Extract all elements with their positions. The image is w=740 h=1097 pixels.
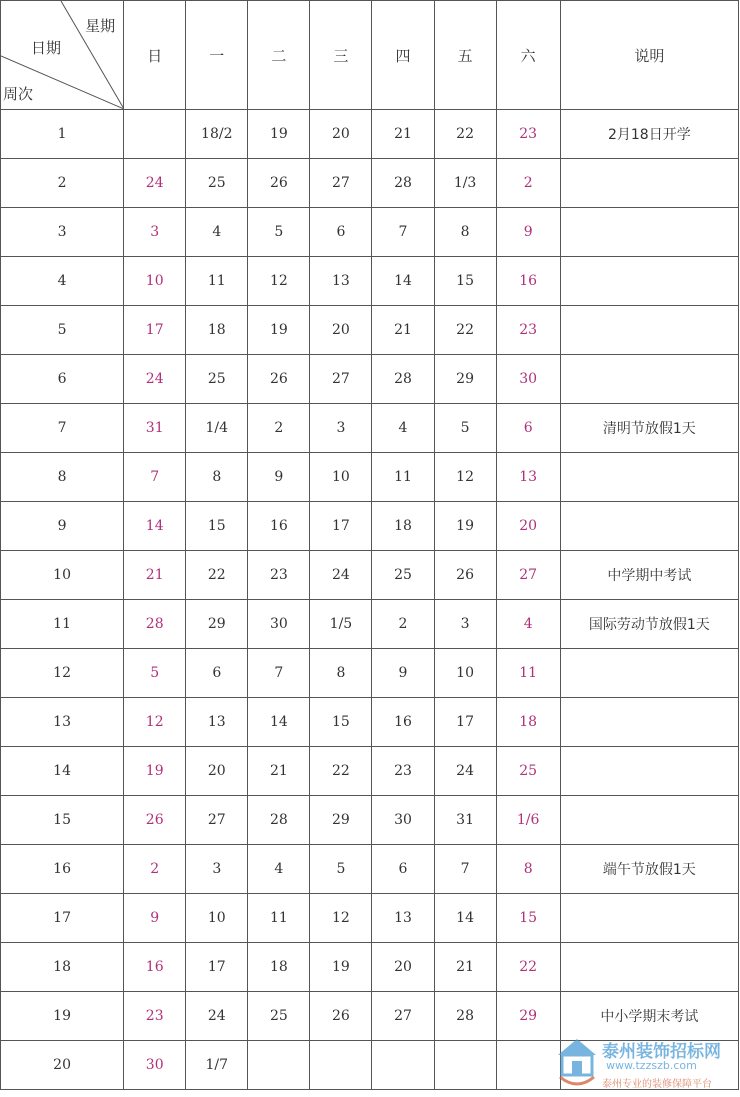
date-cell: 7 [248, 649, 310, 698]
date-cell: 2 [372, 600, 434, 649]
date-cell: 19 [434, 502, 496, 551]
note-cell [560, 159, 738, 208]
date-cell: 25 [248, 992, 310, 1041]
day-header-mon: 一 [186, 1, 248, 110]
date-cell: 28 [372, 159, 434, 208]
date-cell: 3 [434, 600, 496, 649]
date-cell: 19 [310, 943, 372, 992]
date-cell: 13 [310, 257, 372, 306]
date-cell: 9 [124, 894, 186, 943]
note-cell [560, 306, 738, 355]
house-logo-icon [556, 1037, 598, 1089]
date-cell: 28 [124, 600, 186, 649]
date-cell: 28 [434, 992, 496, 1041]
week-row [1, 845, 739, 894]
date-cell: 29 [186, 600, 248, 649]
date-cell: 3 [310, 404, 372, 453]
week-row [1, 992, 739, 1041]
date-cell: 24 [434, 747, 496, 796]
date-cell: 29 [434, 355, 496, 404]
date-cell: 12 [434, 453, 496, 502]
date-cell: 2 [248, 404, 310, 453]
date-cell: 24 [186, 992, 248, 1041]
date-cell: 18/2 [186, 110, 248, 159]
date-cell: 1/6 [496, 796, 560, 845]
notes-header: 说明 [560, 1, 738, 110]
note-cell [560, 698, 738, 747]
week-number-cell: 8 [1, 453, 124, 502]
week-row [1, 698, 739, 747]
date-cell: 17 [124, 306, 186, 355]
note-cell [560, 894, 738, 943]
week-row [1, 110, 739, 159]
date-cell: 6 [186, 649, 248, 698]
date-cell: 16 [372, 698, 434, 747]
date-cell: 19 [248, 306, 310, 355]
date-cell: 23 [372, 747, 434, 796]
date-cell: 30 [496, 355, 560, 404]
watermark [554, 1035, 734, 1093]
week-number-cell: 14 [1, 747, 124, 796]
date-cell: 23 [124, 992, 186, 1041]
date-cell: 25 [186, 355, 248, 404]
week-number-cell: 18 [1, 943, 124, 992]
date-cell: 5 [248, 208, 310, 257]
week-number-cell: 4 [1, 257, 124, 306]
week-row [1, 208, 739, 257]
date-cell: 22 [434, 110, 496, 159]
date-cell: 27 [310, 159, 372, 208]
date-cell: 14 [248, 698, 310, 747]
date-cell: 28 [248, 796, 310, 845]
date-cell: 24 [124, 355, 186, 404]
date-cell: 6 [310, 208, 372, 257]
date-cell: 21 [124, 551, 186, 600]
date-cell: 31 [124, 404, 186, 453]
date-cell: 5 [434, 404, 496, 453]
day-header-wed: 三 [310, 1, 372, 110]
date-cell: 26 [434, 551, 496, 600]
date-cell: 25 [496, 747, 560, 796]
date-cell: 24 [124, 159, 186, 208]
date-cell: 11 [248, 894, 310, 943]
note-cell [560, 649, 738, 698]
date-cell: 10 [310, 453, 372, 502]
date-cell: 20 [496, 502, 560, 551]
week-row [1, 257, 739, 306]
week-number-cell: 11 [1, 600, 124, 649]
date-cell: 23 [248, 551, 310, 600]
note-cell: 国际劳动节放假1天 [560, 600, 738, 649]
date-cell: 22 [434, 306, 496, 355]
week-row [1, 943, 739, 992]
week-number-cell: 1 [1, 110, 124, 159]
date-cell: 2 [496, 159, 560, 208]
week-number-cell: 20 [1, 1041, 124, 1090]
day-header-sat: 六 [496, 1, 560, 110]
date-cell: 15 [310, 698, 372, 747]
note-cell [560, 502, 738, 551]
week-row [1, 355, 739, 404]
date-cell: 31 [434, 796, 496, 845]
date-cell: 18 [248, 943, 310, 992]
date-cell: 9 [248, 453, 310, 502]
date-cell: 30 [248, 600, 310, 649]
date-cell: 14 [434, 894, 496, 943]
date-cell: 15 [496, 894, 560, 943]
date-cell: 22 [310, 747, 372, 796]
note-cell [560, 208, 738, 257]
date-cell: 12 [248, 257, 310, 306]
date-cell: 18 [372, 502, 434, 551]
date-cell: 5 [124, 649, 186, 698]
date-cell: 3 [124, 208, 186, 257]
date-cell: 20 [310, 306, 372, 355]
day-header-fri: 五 [434, 1, 496, 110]
date-cell: 25 [186, 159, 248, 208]
date-cell: 5 [310, 845, 372, 894]
date-cell: 12 [124, 698, 186, 747]
date-cell: 10 [124, 257, 186, 306]
date-cell: 13 [496, 453, 560, 502]
note-cell [560, 257, 738, 306]
date-cell: 8 [496, 845, 560, 894]
date-cell: 27 [372, 992, 434, 1041]
date-cell: 16 [248, 502, 310, 551]
date-cell: 30 [372, 796, 434, 845]
date-cell: 28 [372, 355, 434, 404]
date-cell: 12 [310, 894, 372, 943]
date-cell: 7 [124, 453, 186, 502]
date-cell: 9 [372, 649, 434, 698]
week-number-cell: 13 [1, 698, 124, 747]
note-cell: 2月18日开学 [560, 110, 738, 159]
date-cell: 26 [310, 992, 372, 1041]
note-cell: 中学期中考试 [560, 551, 738, 600]
note-cell [560, 453, 738, 502]
date-cell: 20 [186, 747, 248, 796]
week-row [1, 453, 739, 502]
date-cell [434, 1041, 496, 1090]
week-number-cell: 16 [1, 845, 124, 894]
date-cell: 23 [496, 110, 560, 159]
day-header-tue: 二 [248, 1, 310, 110]
date-cell: 8 [310, 649, 372, 698]
date-cell: 8 [434, 208, 496, 257]
corner-label-week: 周次 [3, 85, 34, 103]
week-number-cell: 2 [1, 159, 124, 208]
date-cell: 10 [434, 649, 496, 698]
date-cell: 7 [434, 845, 496, 894]
week-number-cell: 7 [1, 404, 124, 453]
date-cell: 26 [248, 159, 310, 208]
date-cell: 4 [496, 600, 560, 649]
date-cell: 18 [496, 698, 560, 747]
date-cell: 11 [372, 453, 434, 502]
week-row [1, 159, 739, 208]
week-number-cell: 19 [1, 992, 124, 1041]
date-cell: 29 [496, 992, 560, 1041]
date-cell [248, 1041, 310, 1090]
date-cell: 13 [372, 894, 434, 943]
date-cell: 22 [496, 943, 560, 992]
date-cell: 6 [496, 404, 560, 453]
date-cell: 27 [496, 551, 560, 600]
calendar-body [1, 110, 739, 1090]
date-cell: 19 [248, 110, 310, 159]
week-number-cell: 17 [1, 894, 124, 943]
date-cell: 23 [496, 306, 560, 355]
day-header-sun: 日 [124, 1, 186, 110]
date-cell: 1/7 [186, 1041, 248, 1090]
date-cell: 27 [310, 355, 372, 404]
week-row [1, 796, 739, 845]
day-header-thu: 四 [372, 1, 434, 110]
date-cell: 3 [186, 845, 248, 894]
date-cell: 29 [310, 796, 372, 845]
note-cell [560, 943, 738, 992]
date-cell: 10 [186, 894, 248, 943]
date-cell: 11 [186, 257, 248, 306]
date-cell: 17 [186, 943, 248, 992]
corner-label-weekday: 星期 [85, 17, 116, 35]
date-cell: 26 [124, 796, 186, 845]
date-cell: 17 [434, 698, 496, 747]
date-cell: 20 [372, 943, 434, 992]
date-cell: 14 [124, 502, 186, 551]
watermark-url: www.tzzszb.com [606, 1059, 697, 1072]
date-cell: 4 [372, 404, 434, 453]
date-cell: 4 [186, 208, 248, 257]
date-cell [310, 1041, 372, 1090]
header-row [1, 1, 739, 110]
date-cell: 14 [372, 257, 434, 306]
week-number-cell: 3 [1, 208, 124, 257]
date-cell: 21 [372, 306, 434, 355]
week-number-cell: 5 [1, 306, 124, 355]
week-row [1, 502, 739, 551]
note-cell [560, 796, 738, 845]
date-cell [124, 110, 186, 159]
date-cell: 19 [124, 747, 186, 796]
date-cell: 20 [310, 110, 372, 159]
date-cell: 30 [124, 1041, 186, 1090]
date-cell: 17 [310, 502, 372, 551]
date-cell: 21 [434, 943, 496, 992]
date-cell: 9 [496, 208, 560, 257]
date-cell: 15 [186, 502, 248, 551]
date-cell: 21 [372, 110, 434, 159]
note-cell [560, 747, 738, 796]
date-cell: 24 [310, 551, 372, 600]
week-row [1, 404, 739, 453]
week-number-cell: 6 [1, 355, 124, 404]
note-cell: 端午节放假1天 [560, 845, 738, 894]
week-number-cell: 12 [1, 649, 124, 698]
date-cell: 13 [186, 698, 248, 747]
date-cell: 1/4 [186, 404, 248, 453]
note-cell: 清明节放假1天 [560, 404, 738, 453]
week-row [1, 747, 739, 796]
date-cell: 2 [124, 845, 186, 894]
week-number-cell: 10 [1, 551, 124, 600]
date-cell: 1/3 [434, 159, 496, 208]
week-number-cell: 9 [1, 502, 124, 551]
corner-label-date: 日期 [31, 39, 62, 57]
watermark-title: 泰州装饰招标网 [602, 1042, 721, 1062]
date-cell: 8 [186, 453, 248, 502]
date-cell: 26 [248, 355, 310, 404]
date-cell: 16 [124, 943, 186, 992]
date-cell: 18 [186, 306, 248, 355]
week-row [1, 306, 739, 355]
corner-header-cell [1, 1, 124, 110]
week-row [1, 649, 739, 698]
date-cell [372, 1041, 434, 1090]
date-cell [496, 1041, 560, 1090]
date-cell: 11 [496, 649, 560, 698]
date-cell: 21 [248, 747, 310, 796]
week-number-cell: 15 [1, 796, 124, 845]
date-cell: 15 [434, 257, 496, 306]
week-row [1, 600, 739, 649]
week-row [1, 894, 739, 943]
date-cell: 16 [496, 257, 560, 306]
date-cell: 22 [186, 551, 248, 600]
date-cell: 25 [372, 551, 434, 600]
date-cell: 7 [372, 208, 434, 257]
week-row [1, 551, 739, 600]
date-cell: 6 [372, 845, 434, 894]
note-cell: 中小学期末考试 [560, 992, 738, 1041]
note-cell [560, 355, 738, 404]
date-cell: 1/5 [310, 600, 372, 649]
watermark-slogan: 泰州专业的装修保障平台 [602, 1079, 712, 1090]
date-cell: 27 [186, 796, 248, 845]
date-cell: 4 [248, 845, 310, 894]
